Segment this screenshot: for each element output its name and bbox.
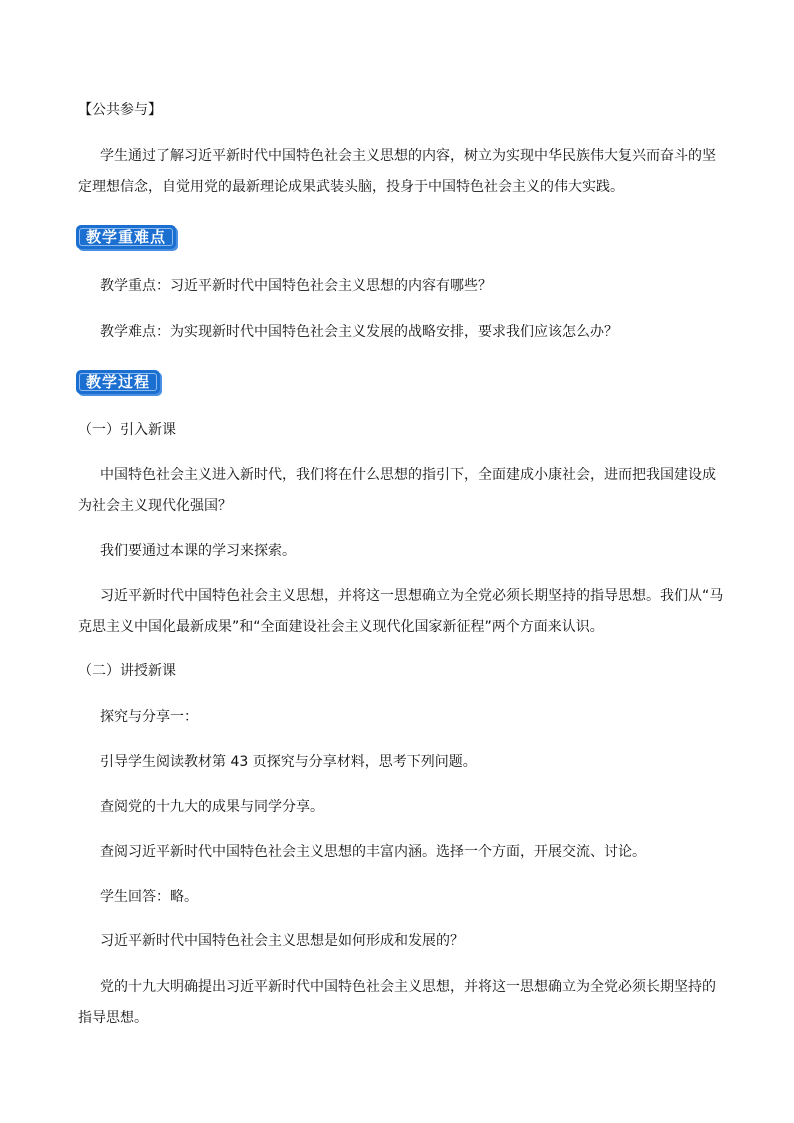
- intro-paragraph-3-line-2: 克思主义中国化最新成果”和“全面建设社会主义现代化国家新征程”两个方面来认识。: [78, 619, 604, 635]
- intro-paragraph-1-line-2: 为社会主义现代化强国？: [78, 498, 232, 514]
- lecture-line-5: 学生回答：略。: [100, 889, 198, 905]
- lecture-line-7-part-2: 指导思想。: [78, 1010, 148, 1026]
- public-participation-heading: 【公共参与】: [78, 102, 162, 118]
- lecture-line-7-part-1: 党的十九大明确提出习近平新时代中国特色社会主义思想，并将这一思想确立为全党必须长期坚持的: [100, 979, 716, 995]
- key-difficult-badge: 教学重难点: [76, 225, 176, 249]
- intro-paragraph-3-line-1: 习近平新时代中国特色社会主义思想，并将这一思想确立为全党必须长期坚持的指导思想。我们从“马: [100, 588, 724, 604]
- intro-paragraph-2: 我们要通过本课的学习来探索。: [100, 543, 296, 559]
- intro-heading: （一）引入新课: [78, 422, 176, 438]
- public-participation-paragraph-line-2: 定理想信念，自觉用党的最新理论成果武装头脑，投身于中国特色社会主义的伟大实践。: [78, 179, 624, 195]
- lecture-line-3: 查阅党的十九大的成果与同学分享。: [100, 799, 324, 815]
- public-participation-paragraph-line-1: 学生通过了解习近平新时代中国特色社会主义思想的内容，树立为实现中华民族伟大复兴而奋斗的坚: [100, 148, 716, 164]
- lecture-line-4: 查阅习近平新时代中国特色社会主义思想的丰富内涵。选择一个方面，开展交流、讨论。: [100, 844, 646, 860]
- lecture-heading: （二）讲授新课: [78, 663, 176, 679]
- teaching-process-badge: 教学过程: [76, 370, 160, 394]
- key-point-text: 教学重点：习近平新时代中国特色社会主义思想的内容有哪些？: [100, 278, 492, 294]
- lecture-line-1: 探究与分享一：: [100, 709, 198, 725]
- intro-paragraph-1-line-1: 中国特色社会主义进入新时代，我们将在什么思想的指引下，全面建成小康社会，进而把我国建设成: [100, 467, 716, 483]
- difficult-point-text: 教学难点：为实现新时代中国特色社会主义发展的战略安排，要求我们应该怎么办？: [100, 324, 618, 340]
- lecture-line-2: 引导学生阅读教材第 43 页探究与分享材料，思考下列问题。: [100, 754, 477, 770]
- lecture-line-6: 习近平新时代中国特色社会主义思想是如何形成和发展的？: [100, 933, 464, 949]
